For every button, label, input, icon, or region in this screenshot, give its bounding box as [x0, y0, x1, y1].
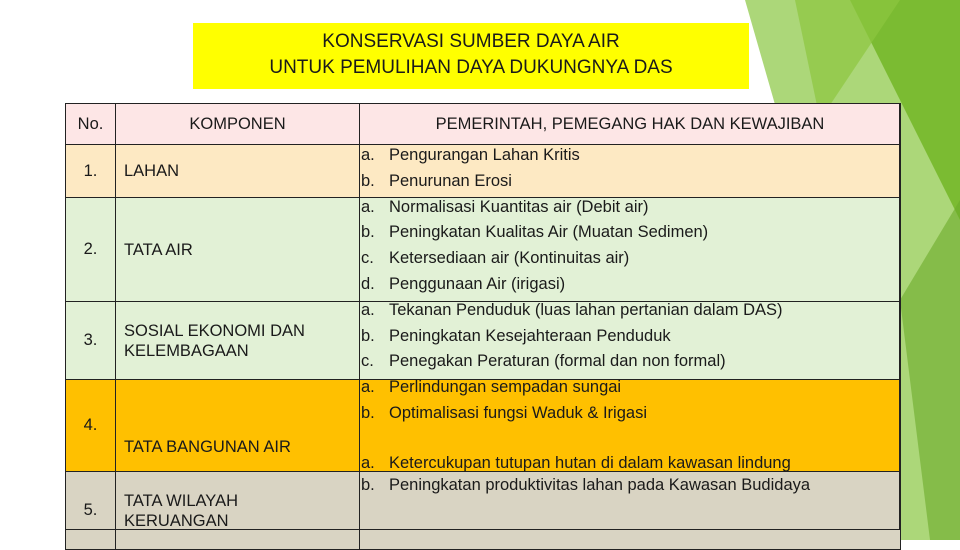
item-letter: b. [361, 403, 375, 422]
item-text: Penggunaan Air (irigasi) [389, 274, 566, 293]
title-box [193, 23, 749, 89]
item-letter: a. [361, 197, 375, 216]
list-item [359, 452, 889, 474]
list-item [359, 401, 889, 427]
list-item [359, 298, 889, 324]
item-letter: a. [361, 378, 375, 397]
item-text: Optimalisasi fungsi Waduk & Irigasi [389, 403, 647, 422]
list-item [359, 349, 889, 375]
item-letter: b. [361, 171, 375, 190]
komponen-line: TATA WILAYAH [124, 491, 238, 510]
item-text: Pengurangan Lahan Kritis [389, 146, 580, 164]
list-item [359, 375, 889, 401]
item-text: Peningkatan produktivitas lahan pada Kawasan Budidaya [389, 476, 811, 494]
header-no: No. [66, 104, 116, 145]
list-item [359, 272, 889, 298]
item-text: Normalisasi Kuantitas air (Debit air) [389, 197, 649, 216]
item-letter: d. [361, 274, 375, 293]
row-komponen: LAHAN [116, 145, 360, 198]
header-komponen: KOMPONEN [116, 104, 360, 145]
row-komponen: TATA AIR [116, 198, 360, 302]
kewajiban-wilayah-list [359, 452, 889, 496]
table-header-row [66, 104, 901, 145]
list-item [359, 143, 889, 169]
item-text: Penegakan Peraturan (formal dan non formal) [389, 352, 726, 371]
item-text: Peningkatan Kesejahteraan Penduduk [389, 326, 671, 345]
item-letter: a. [361, 146, 375, 164]
row-komponen [116, 472, 360, 550]
row-number: 1. [66, 145, 116, 198]
header-kewajiban: PEMERINTAH, PEMEGANG HAK DAN KEWAJIBAN [360, 104, 901, 145]
row-komponen: TATA BANGUNAN AIR [116, 380, 360, 472]
item-letter: a. [361, 300, 375, 319]
row-komponen [116, 302, 360, 380]
item-text: Penurunan Erosi [389, 171, 512, 190]
row-number: 2. [66, 198, 116, 302]
komponen-line: KELEMBAGAAN [124, 341, 249, 360]
item-letter: c. [361, 249, 374, 268]
list-item [359, 220, 889, 246]
item-letter: b. [361, 223, 375, 242]
list-item [359, 246, 889, 272]
list-item [359, 474, 889, 496]
item-text: Tekanan Penduduk (luas lahan pertanian dalam DAS) [389, 300, 783, 319]
row-number: 5. [66, 472, 116, 550]
item-text: Perlindungan sempadan sungai [389, 378, 622, 397]
row-number: 4. [66, 380, 116, 472]
list-item [359, 324, 889, 350]
item-letter: b. [361, 326, 375, 345]
item-text: Peningkatan Kualitas Air (Muatan Sedimen) [389, 223, 709, 242]
list-item [359, 195, 889, 221]
item-letter: b. [361, 476, 375, 494]
item-letter: a. [361, 454, 375, 472]
list-item [359, 169, 889, 195]
title-line-1: KONSERVASI SUMBER DAYA AIR [322, 31, 620, 52]
kewajiban-list [359, 143, 889, 427]
komponen-line: SOSIAL EKONOMI DAN [124, 321, 305, 340]
item-text: Ketersediaan air (Kontinuitas air) [389, 249, 630, 268]
item-text: Ketercukupan tutupan hutan di dalam kawasan lindung [389, 454, 791, 472]
title-line-2: UNTUK PEMULIHAN DAYA DUKUNGNYA DAS [269, 57, 673, 78]
komponen-line: KERUANGAN [124, 511, 229, 530]
item-letter: c. [361, 352, 374, 371]
row-number: 3. [66, 302, 116, 380]
